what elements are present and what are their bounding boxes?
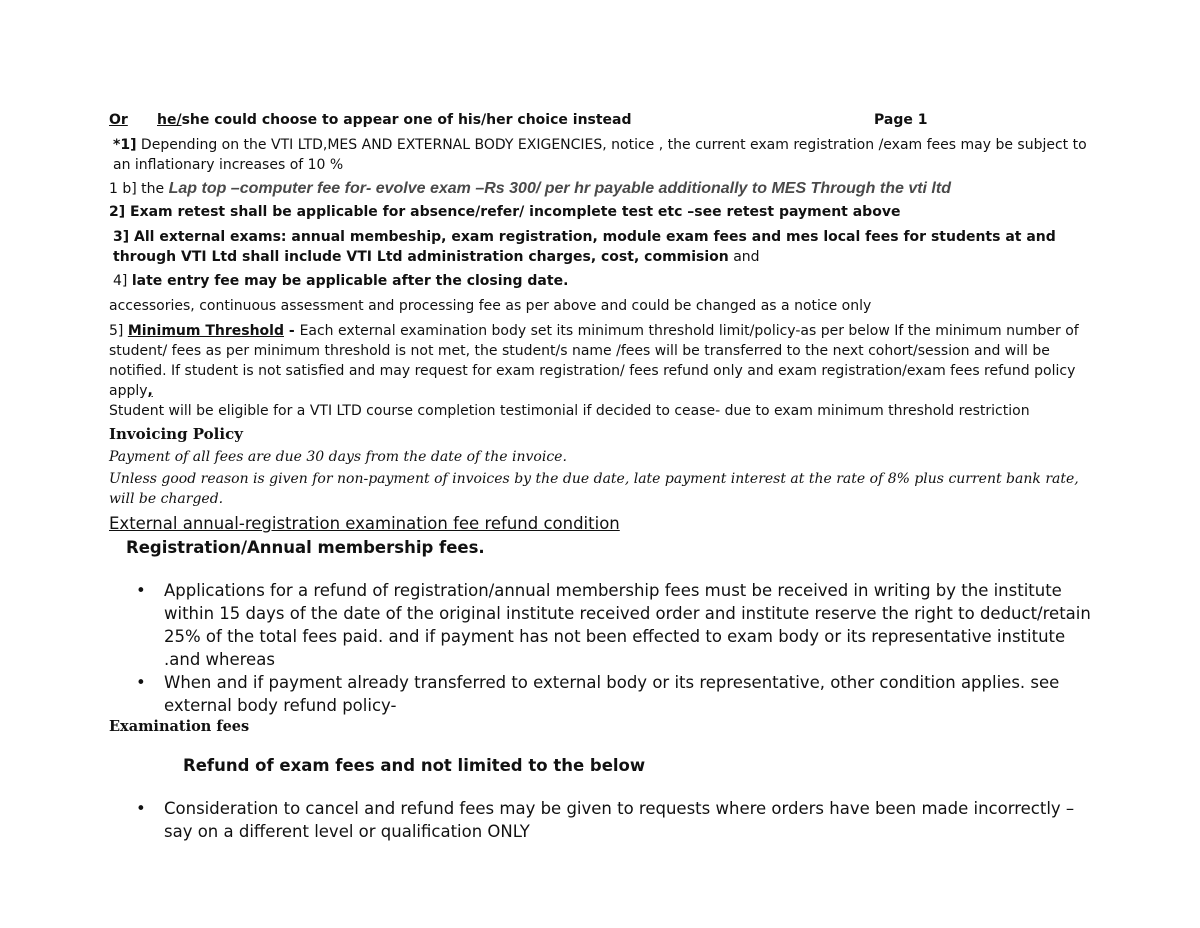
clause-4-label: 4] [113,273,132,289]
exam-refund-subheading: Refund of exam fees and not limited to the below [183,756,646,775]
clause-1-label: *1] [113,137,137,153]
exam-refund-bullets [109,797,1094,843]
header-row [109,110,1094,130]
page-number: Page 1 [874,112,928,128]
clause-5-last: Student will be eligible for a VTI LTD course completion testimonial if decided to cease- due to exam minimum threshold restriction [109,403,1030,419]
clause-1b-label: 1 b] the [109,181,169,197]
external-heading [109,513,1094,535]
list-item [136,671,1094,717]
or-label: Or [109,112,128,128]
clause-5-comma: , [147,383,153,399]
registration-subheading: Registration/Annual membership fees. [126,538,485,557]
external-heading-text: External annual-registration examination fee refund condition [109,514,620,533]
list-item-text: When and if payment already transferred to external body or its representative, other condition applies. see external body refund policy- [164,673,1060,715]
accessories-note: accessories, continuous assessment and processing fee as per above and could be changed as a notice only [109,298,872,314]
clause-1 [109,135,1094,175]
clause-2: 2] Exam retest shall be applicable for absence/refer/ incomplete test etc –see retest payment above [109,204,901,220]
list-item-text: Applications for a refund of registration/annual membership fees must be received in writing by the institute within 15 days of the date of the original institute received order and institute reserve the right to deduct/retain 25% of the total fees paid. and if payment has not been effected to exam body or its representative institute .and whereas [164,581,1091,669]
clause-4-text: late entry fee may be applicable after the closing date. [131,273,569,289]
invoicing-line-2: Unless good reason is given for non-payment of invoices by the due date, late payment interest at the rate of 8% plus current bank rate, will be charged. [109,471,1079,507]
list-item [136,579,1094,671]
document-body [109,110,1094,843]
bullet-icon: • [136,799,146,818]
clause-3-text: 3] All external exams: annual membeship, exam registration, module exam fees and mes local fees for students at and through VTI Ltd shall include VTI Ltd administration charges, cost, commision [113,229,1056,265]
list-item [136,797,1094,843]
clause-5-label: 5] [109,323,128,339]
examination-heading: Examination fees [109,718,250,735]
bullet-icon: • [136,673,146,692]
bullet-icon: • [136,581,146,600]
invoicing-heading: Invoicing Policy [109,425,243,443]
clause-3-tail: and [728,249,760,265]
clause-5-text: Each external examination body set its minimum threshold limit/policy-as per below If the minimum number of student/ fees as per minimum threshold is not met, the student/s name /fees will be transferred to the next cohort/session and will be notified. If student is not satisfied and may request for exam registration/ fees refund only and exam registration/exam fees refund policy apply [109,323,1079,399]
clause-1b-text: Lap top –computer fee for- evolve exam –Rs 300/ per hr payable additionally to MES Through the vti ltd [168,180,951,197]
clause-3 [109,227,1094,267]
he-label: he/ [157,112,182,128]
clause-5-dash: - [284,323,300,339]
clause-5 [109,321,1094,421]
header-rest: she could choose to appear one of his/her choice instead [181,112,632,128]
clause-1b [109,178,1094,200]
list-item-text: Consideration to cancel and refund fees may be given to requests where orders have been made incorrectly – say on a different level or qualification ONLY [164,799,1075,841]
clause-4 [109,271,1094,291]
invoicing-line-1: Payment of all fees are due 30 days from the date of the invoice. [109,449,567,465]
registration-bullets [109,579,1094,717]
minimum-threshold-heading: Minimum Threshold [127,323,284,339]
header-text [157,110,632,130]
clause-1-text: Depending on the VTI LTD,MES AND EXTERNAL BODY EXIGENCIES, notice , the current exam registration /exam fees may be subject to an inflationary increases of 10 % [113,137,1087,173]
